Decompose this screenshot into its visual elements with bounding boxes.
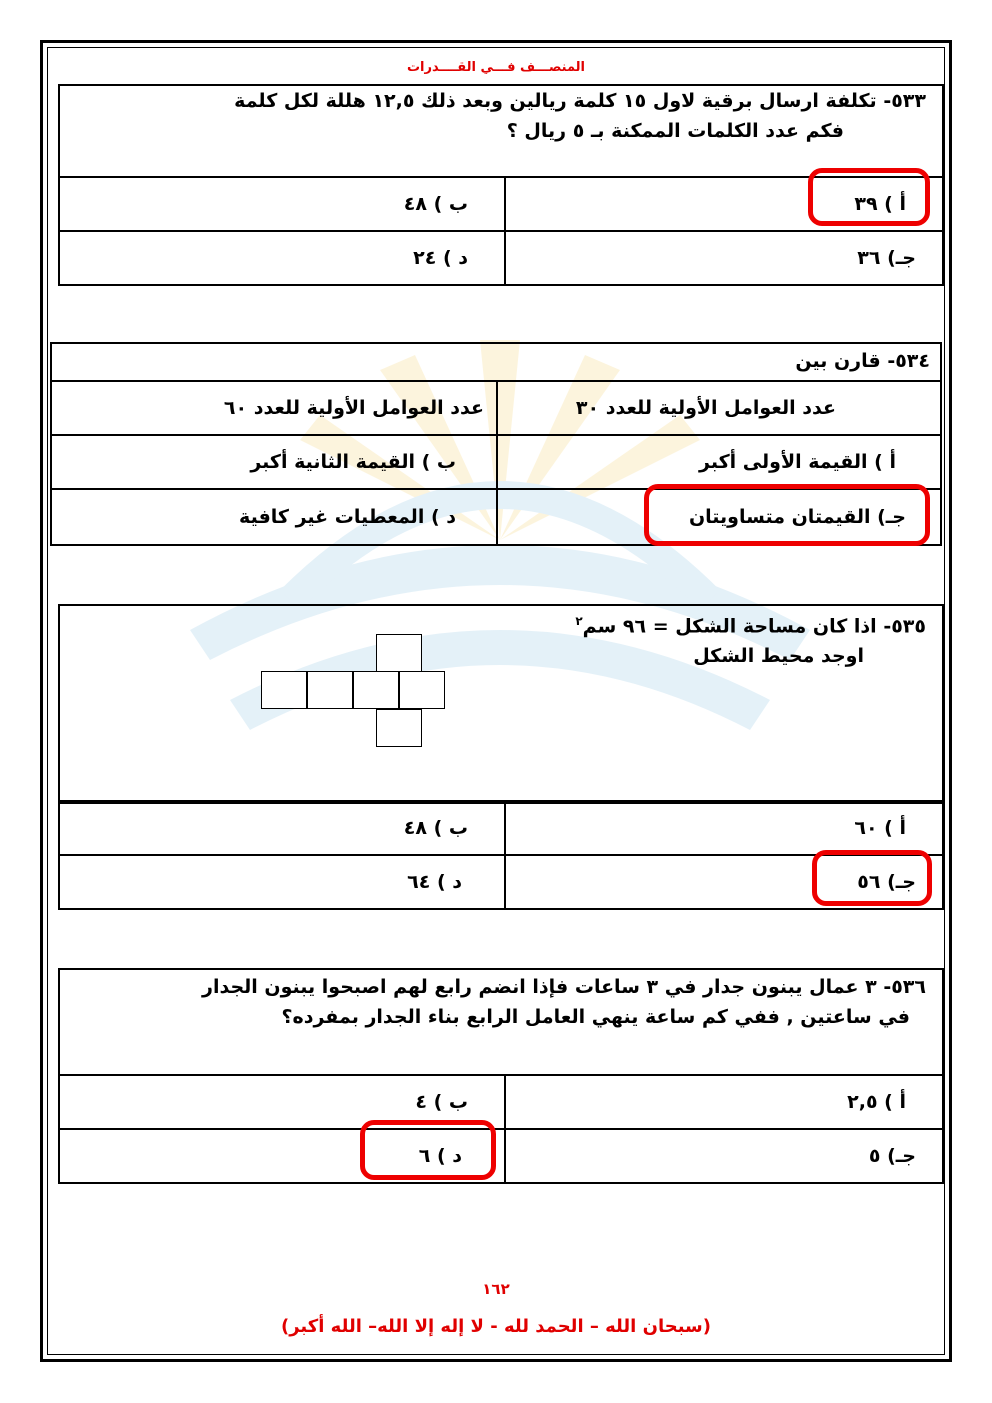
question-number: ٥٣٦- xyxy=(883,976,926,998)
option-label: أ ) ٦٠ xyxy=(854,817,906,839)
page-header: المنصـــف فـــي القــــدرات xyxy=(406,60,585,75)
question-number: ٥٣٥- xyxy=(883,615,926,638)
option-a[interactable] xyxy=(496,434,942,490)
question-533-text xyxy=(64,86,934,146)
option-label: ب ) ٤ xyxy=(415,1091,468,1113)
option-label: ب ) القيمة الثانية أكبر xyxy=(250,451,456,473)
option-c[interactable] xyxy=(504,230,944,286)
option-a[interactable] xyxy=(504,800,944,856)
option-label: ب ) ٤٨ xyxy=(403,817,468,839)
option-c[interactable] xyxy=(504,1128,944,1184)
option-label: جـ) ٣٦ xyxy=(857,247,916,269)
option-label: جـ) ٥ xyxy=(868,1145,916,1167)
option-d[interactable] xyxy=(58,230,506,286)
compare-label: عدد العوامل الأولية للعدد ٣٠ xyxy=(575,397,836,419)
question-number: ٥٣٣- xyxy=(883,90,926,112)
shape-square xyxy=(399,671,445,709)
option-b[interactable] xyxy=(50,434,498,490)
shape-square xyxy=(353,671,399,709)
question-line: في ساعتين , ففي كم ساعة ينهي العامل الرابع بناء الجدار بمفرده؟ xyxy=(281,1006,910,1028)
shape-square xyxy=(376,709,422,747)
option-label: د ) المعطيات غير كافية xyxy=(239,506,456,528)
option-label: د ) ٦٤ xyxy=(407,871,462,893)
answer-marker xyxy=(812,850,932,906)
compare-value-first xyxy=(496,380,942,436)
option-label: جـ) ٥٦ xyxy=(857,871,916,893)
option-label: د ) ٦ xyxy=(418,1145,462,1167)
option-label: أ ) القيمة الأولى أكبر xyxy=(699,451,896,473)
option-label: ب ) ٤٨ xyxy=(403,193,468,215)
page-number: ١٦٢ xyxy=(482,1280,510,1298)
answer-marker xyxy=(644,484,930,546)
question-536-text xyxy=(64,972,934,1032)
answer-marker xyxy=(360,1120,496,1180)
footer-dhikr: (سبحان الله – الحمد لله - لا إله إلا الله– الله أكبر) xyxy=(281,1316,711,1337)
option-label: د ) ٢٤ xyxy=(413,247,468,269)
option-label: أ ) ٣٩ xyxy=(854,193,906,215)
option-label: جـ) القيمتان متساويتان xyxy=(688,506,906,528)
question-line: ٣ عمال يبنون جدار في ٣ ساعات فإذا انضم رابع لهم اصبحوا يبنون الجدار xyxy=(202,976,877,998)
option-label: أ ) ٢,٥ xyxy=(847,1091,906,1113)
question-534-header xyxy=(50,342,942,380)
option-a[interactable] xyxy=(504,1074,944,1130)
option-d[interactable] xyxy=(58,854,506,910)
question-line: اوجد محيط الشكل xyxy=(693,645,864,668)
option-d[interactable] xyxy=(50,488,498,546)
shape-square xyxy=(307,671,353,709)
shape-square xyxy=(261,671,307,709)
option-b[interactable] xyxy=(58,176,506,232)
question-line: قارن بين xyxy=(795,350,881,372)
question-number: ٥٣٤- xyxy=(887,350,930,372)
answer-marker xyxy=(808,168,930,226)
superscript: ٢ xyxy=(575,614,583,628)
question-line: اذا كان مساحة الشكل = ٩٦ سم xyxy=(582,615,877,638)
shape-square xyxy=(376,634,422,672)
compare-label: عدد العوامل الأولية للعدد ٦٠ xyxy=(223,397,484,419)
question-535-text xyxy=(514,606,934,671)
option-b[interactable] xyxy=(58,800,506,856)
compare-value-second xyxy=(50,380,498,436)
question-line: تكلفة ارسال برقية لاول ١٥ كلمة ريالين وبعد ذلك ١٢,٥ هللة لكل كلمة xyxy=(234,90,877,112)
question-line: فكم عدد الكلمات الممكنة بـ ٥ ريال ؟ xyxy=(506,120,844,142)
